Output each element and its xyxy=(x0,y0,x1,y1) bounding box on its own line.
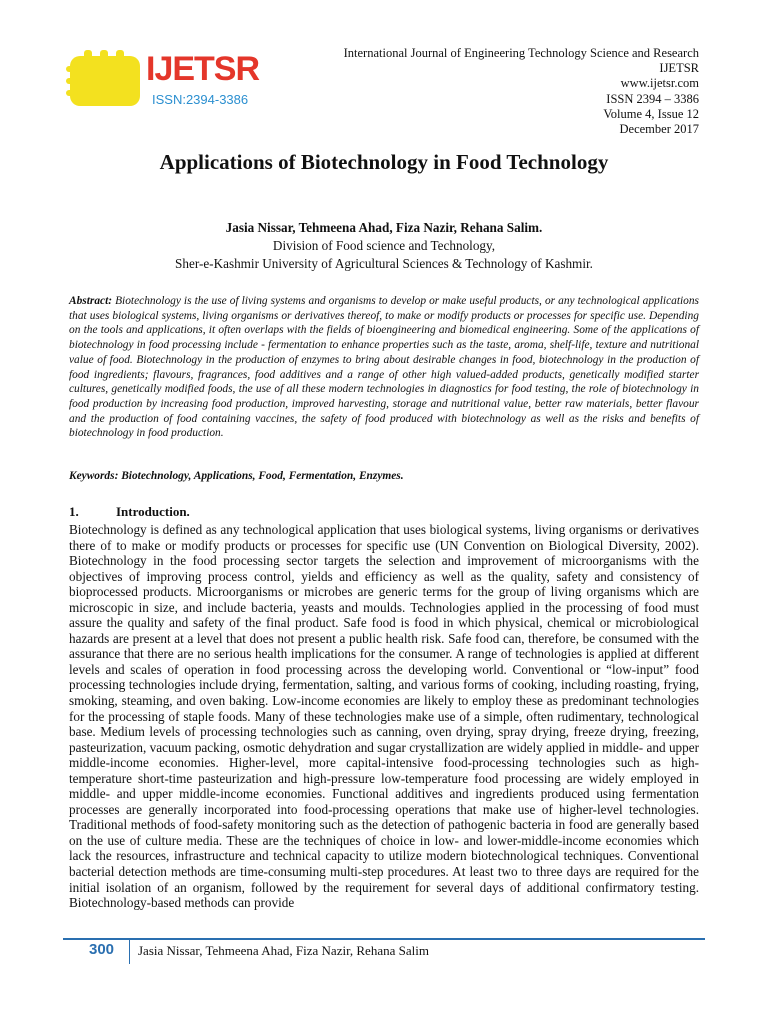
abstract-label: Abstract: xyxy=(69,295,113,307)
section-body: Biotechnology is defined as any technological application that uses biological systems, living organisms or derivatives there of to make or modify products or processes for specific use (UN Convention on Biological Diversity, 2002). Biotechnology in the food processing sector targets the selection and improvement of microorganisms with the objectives of improving process control, yields and efficiency as well as the quality, safety and consistency of bioprocessed products. Microorganisms or microbes are generic terms for the group of living organisms which are microscopic in size, and include bacteria, yeasts and moulds. Technologies applied in the processing of food must assure the quality and safety of the final product. Safe food is food in which physical, chemical or microbiological hazards are present at a level that does not present a public health risk. Safe food can, therefore, be consumed with the assurance that there are no serious health implications for the consumer. A range of technologies is applied at different levels and scales of operation in food processing across the developing world. Conventional or “low-input” food processing technologies include drying, fermentation, salting, and various forms of cooking, including roasting, frying, smoking, steaming, and oven baking. Low-income economies are likely to employ these as predominant technologies for the processing of staple foods. Many of these technologies make use of a simple, often rudimentary, technological base. Medium levels of processing technologies such as canning, oven drying, spray drying, freeze drying, freezing, pasteurization, vacuum packing, osmotic dehydration and sugar crystallization are widely applied in middle- and upper middle-income economies. Higher-level, more capital-intensive food-processing technologies such as high-temperature short-time pasteurization and high-pressure low-temperature food processing are widely employed in middle- and upper middle-income economies. Functional additives and ingredients produced using fermentation processes are generally incorporated into food-processing operations that make use of higher-level technologies. Traditional methods of food-safety monitoring such as the detection of pathogenic bacteria in food are generally based on the use of culture media. These are the techniques of choice in low- and lower-middle-income economies which lack the resources, infrastructure and technical capacity to utilize modern biotechnological techniques. Conventional bacterial detection methods are time-consuming multi-step procedures. At least two to three days are required for the initial isolation of an organism, followed by the requirement for several days of additional confirmatory testing. Biotechnology-based methods can provide xyxy=(69,522,699,911)
logo-graduation-icon xyxy=(66,46,152,112)
section-number: 1. xyxy=(69,504,79,519)
keywords: Keywords: Biotechnology, Applications, Food, Fermentation, Enzymes. xyxy=(69,470,404,482)
journal-volume: Volume 4, Issue 12 xyxy=(603,106,699,121)
journal-name: International Journal of Engineering Technology Science and Research xyxy=(343,46,699,60)
author-names: Jasia Nissar, Tehmeena Ahad, Fiza Nazir, Rehana Salim. xyxy=(225,220,543,235)
logo-brand-text: IJETSR xyxy=(146,50,260,88)
paper-title: Applications of Biotechnology in Food Technology xyxy=(159,150,609,174)
page-number: 300 xyxy=(89,941,115,958)
author-block xyxy=(0,219,768,273)
section-title: Introduction. xyxy=(116,504,190,519)
author-department: Division of Food science and Technology, xyxy=(272,238,496,253)
footer-divider xyxy=(63,938,705,940)
journal-meta xyxy=(344,46,699,137)
abstract-text: Biotechnology is the use of living systems and organisms to develop or make useful products, or any technological applications that uses biological systems, living organisms or derivatives thereof, to make or modify products or processes for specific use. Depending on the tools and applications, it often overlaps with the fields of bioengineering and biomedical engineering. Some of the applications of biotechnology in food processing include - fermentation to enhance properties such as the taste, aroma, shelf-life, texture and nutritional value of food. Biotechnology in the production of enzymes to bring about desirable changes in food, biotechnology in the production of food ingredients; flavours, fragrances, food additives and a range of other high valued-added products, genetically modified starter cultures, genetically modified foods, the use of all these modern technologies in diagnostics for food testing, the role of biotechnology in food production by increasing food production, improved harvesting, storage and nutritional value, better raw materials, better flavour and the production of food containing vaccines, the safety of food produced with biotechnology as well as the risks and benefits of biotechnology in food production. xyxy=(69,295,699,440)
section-heading xyxy=(69,504,190,520)
journal-date: December 2017 xyxy=(619,122,699,137)
footer-separator xyxy=(129,940,130,964)
footer-authors: Jasia Nissar, Tehmeena Ahad, Fiza Nazir, Rehana Salim xyxy=(138,943,429,958)
journal-website: www.ijetsr.com xyxy=(620,76,699,91)
journal-logo xyxy=(66,42,260,117)
logo-issn-text: ISSN:2394-3386 xyxy=(152,92,249,107)
journal-issn: ISSN 2394 – 3386 xyxy=(606,91,699,106)
author-university: Sher-e-Kashmir University of Agricultural Sciences & Technology of Kashmir. xyxy=(175,256,593,271)
journal-abbrev: IJETSR xyxy=(659,61,699,76)
abstract xyxy=(69,294,699,441)
